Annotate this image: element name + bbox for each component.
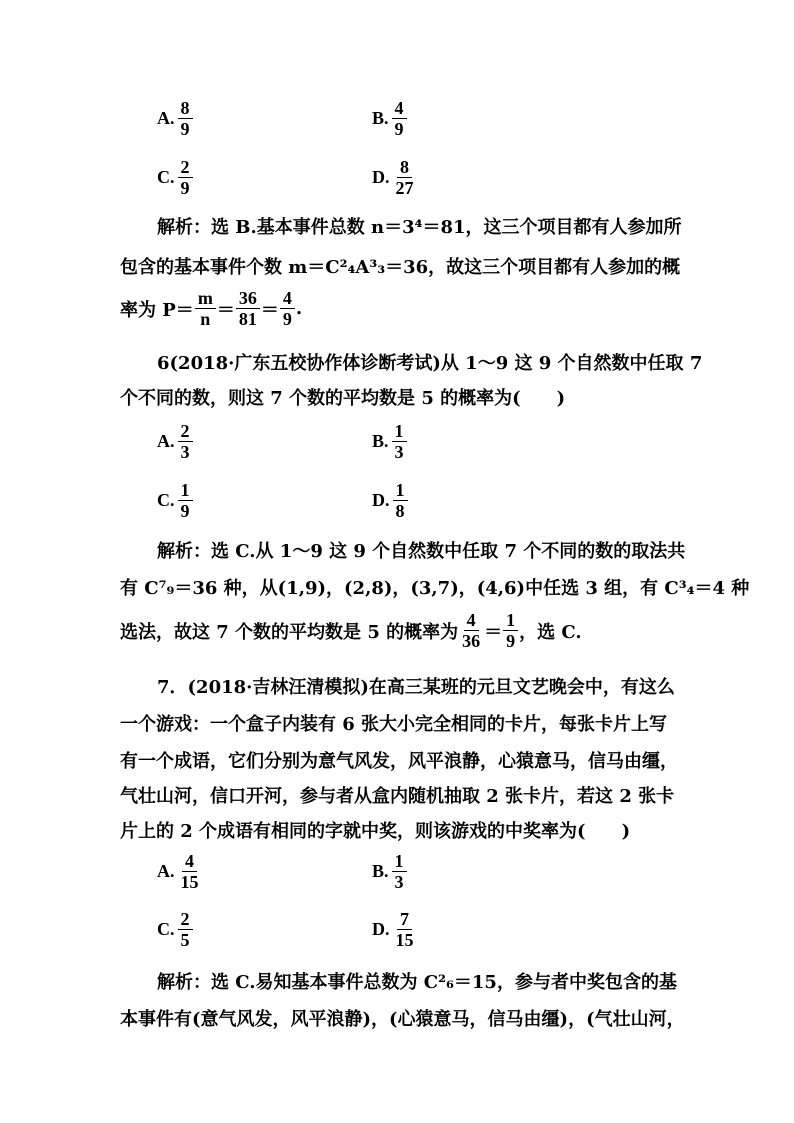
q7-stem-line-2: 一个游戏：一个盒子内装有 6 张大小完全相同的卡片，每张卡片上写 bbox=[120, 714, 668, 735]
q7-stem-line-5: 片上的 2 个成语有相同的字就中奖，则该游戏的中奖率为( ) bbox=[120, 821, 631, 842]
option-fraction: $\frac{4}{15}$ bbox=[180, 851, 199, 892]
q7-option-b bbox=[372, 851, 408, 892]
option-fraction: $\frac{4}{9}$ bbox=[392, 98, 407, 139]
q6-option-b bbox=[372, 421, 408, 462]
option-label: B. bbox=[372, 861, 389, 881]
option-fraction: $\frac{1}{3}$ bbox=[392, 851, 407, 892]
fraction-4-over-9: $\frac{4}{9}$ bbox=[280, 288, 295, 329]
option-fraction: $\frac{7}{15}$ bbox=[395, 909, 414, 950]
q6-option-c bbox=[157, 480, 194, 521]
fraction-36-over-81: $\frac{36}{81}$ bbox=[236, 288, 260, 329]
q5-solution-line-2: 包含的基本事件个数 m＝C²₄A³₃＝36，故这三个项目都有人参加的概 bbox=[120, 257, 681, 278]
option-label: D. bbox=[372, 490, 390, 510]
option-label: A. bbox=[157, 861, 175, 881]
q5-solution-line-3: 率为 P＝ $\frac{m}{n}$ ＝ $\frac{36}{81}$ ＝ $\frac{4}{9}$ . bbox=[120, 288, 303, 329]
q6-option-d bbox=[372, 480, 409, 521]
option-label: A. bbox=[157, 108, 175, 128]
q7-option-d bbox=[372, 909, 418, 950]
option-label: C. bbox=[157, 919, 175, 939]
option-fraction: $\frac{2}{9}$ bbox=[178, 157, 193, 198]
q7-solution-line-1: 解析：选 C.易知基本事件总数为 C²₆＝15，参与者中奖包含的基 bbox=[157, 972, 677, 993]
option-fraction: $\frac{2}{3}$ bbox=[178, 421, 193, 462]
q6-solution-line-2: 有 C⁷₉＝36 种，从(1,9)，(2,8)，(3,7)，(4,6)中任选 3 组，有 C³₄＝4 种 bbox=[120, 578, 750, 599]
q7-option-c bbox=[157, 909, 194, 950]
q7-stem-line-3: 有一个成语，它们分别为意气风发，风平浪静，心猿意马，信马由缰， bbox=[120, 751, 678, 772]
option-fraction: $\frac{8}{27}$ bbox=[395, 157, 414, 198]
fraction-4-over-36: $\frac{4}{36}$ bbox=[462, 610, 481, 651]
option-label: C. bbox=[157, 167, 175, 187]
option-label: D. bbox=[372, 167, 390, 187]
option-label: C. bbox=[157, 490, 175, 510]
q5-option-d bbox=[372, 157, 418, 198]
q6-solution-line-3: 选法，故这 7 个数的平均数是 5 的概率为 $\frac{4}{36}$ ＝ $\frac{1}{9}$ ，选 C. bbox=[120, 610, 582, 651]
fraction-1-over-9: $\frac{1}{9}$ bbox=[503, 610, 518, 651]
q5-option-c bbox=[157, 157, 194, 198]
option-fraction: $\frac{2}{5}$ bbox=[178, 909, 193, 950]
option-fraction: $\frac{1}{9}$ bbox=[178, 480, 193, 521]
option-label: A. bbox=[157, 431, 175, 451]
q7-option-a bbox=[157, 851, 203, 892]
q5-option-b bbox=[372, 98, 408, 139]
option-fraction: $\frac{1}{8}$ bbox=[393, 480, 408, 521]
option-fraction: $\frac{8}{9}$ bbox=[178, 98, 193, 139]
q7-solution-line-2: 本事件有(意气风发，风平浪静)，(心猿意马，信马由缰)，(气壮山河， bbox=[120, 1009, 685, 1030]
option-label: B. bbox=[372, 431, 389, 451]
fraction-m-over-n: $\frac{m}{n}$ bbox=[195, 288, 216, 329]
q7-stem-line-4: 气壮山河，信口开河，参与者从盒内随机抽取 2 张卡片，若这 2 张卡 bbox=[120, 786, 675, 807]
option-fraction: $\frac{1}{3}$ bbox=[392, 421, 407, 462]
option-label: D. bbox=[372, 919, 390, 939]
q6-stem-line-1: 6(2018·广东五校协作体诊断考试)从 1～9 这 9 个自然数中任取 7 bbox=[157, 353, 703, 374]
q5-option-a bbox=[157, 98, 194, 139]
q7-stem-line-1: 7．(2018·吉林汪清模拟)在高三某班的元旦文艺晚会中，有这么 bbox=[157, 677, 675, 698]
q6-option-a bbox=[157, 421, 194, 462]
q6-solution-line-1: 解析：选 C.从 1～9 这 9 个自然数中任取 7 个不同的数的取法共 bbox=[157, 541, 686, 562]
q6-stem-line-2: 个不同的数，则这 7 个数的平均数是 5 的概率为( ) bbox=[120, 388, 566, 409]
option-label: B. bbox=[372, 108, 389, 128]
q5-solution-line-1: 解析：选 B.基本事件总数 n＝3⁴＝81，这三个项目都有人参加所 bbox=[157, 217, 682, 238]
